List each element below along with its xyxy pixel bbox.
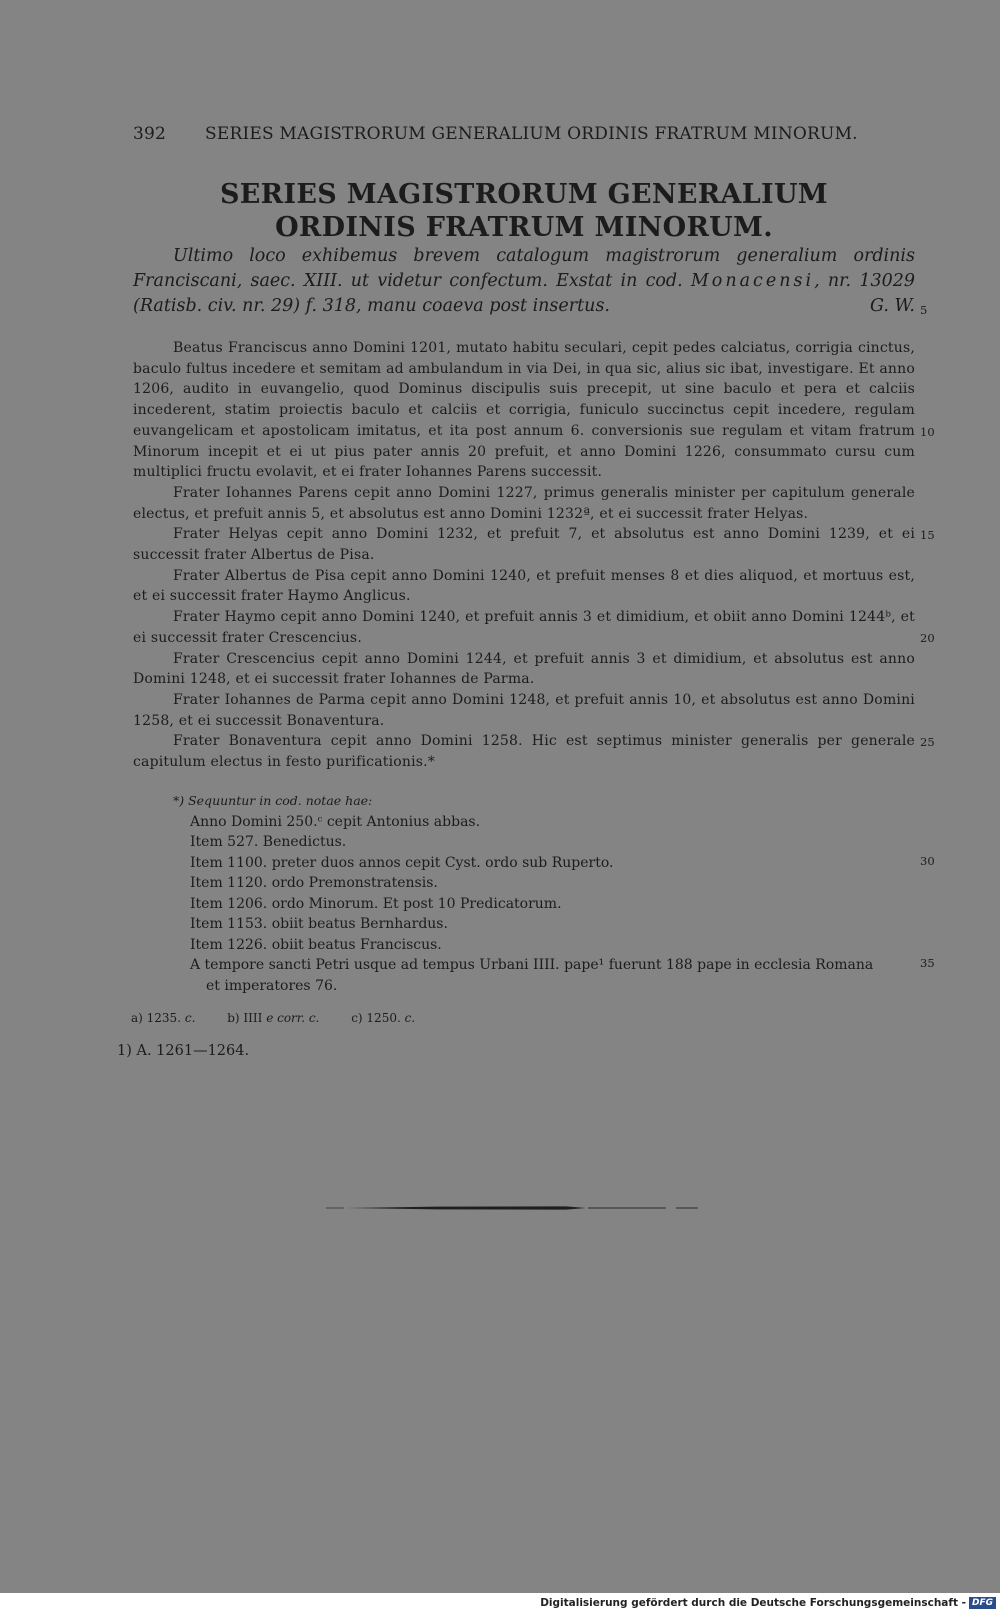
apparatus-c: c) 1250. c.	[351, 1011, 416, 1025]
intro-text-2: , nr. 13029 (Ratisb. civ. nr. 29) f. 318, manu coaeva post insertus.	[133, 271, 915, 316]
note-item: Item 527. Benedictus.	[190, 834, 347, 850]
body-paragraph: Frater Helyas cepit anno Domini 1232, et prefuit 7, et absolutus est anno Domini 1239, et ei successit frater Albertus de Pisa.	[133, 526, 915, 564]
note-heading: *) Sequuntur in cod. notae hae:	[173, 793, 373, 808]
note-item: Anno Domini 250.ᶜ cepit Antonius abbas.	[190, 813, 481, 830]
body-paragraph: Frater Crescencius cepit anno Domini 1244, et prefuit annis 3 et dimidium, et absolutus est anno Domini 1248, et ei successit frater Iohannes de Parma.	[133, 650, 915, 688]
closing-rule	[326, 1206, 706, 1210]
line-number: 35	[920, 956, 935, 970]
body-paragraph: Frater Albertus de Pisa cepit anno Domini 1240, et prefuit menses 8 et dies aliquod, et mortuus est, et ei successit frater Haymo Anglicus.	[133, 567, 915, 605]
main-text	[133, 338, 915, 773]
title-line-2: ORDINIS FRATRUM MINORUM.	[275, 212, 773, 243]
note-item: A tempore sancti Petri usque ad tempus Urbani IIII. pape¹ fuerunt 188 pape in ecclesia Romana	[190, 957, 874, 973]
note-item: Item 1153. obiit beatus Bernhardus.	[190, 916, 448, 932]
title-line-1: SERIES MAGISTRORUM GENERALIUM	[220, 179, 828, 210]
body-paragraph: Frater Haymo cepit anno Domini 1240, et prefuit annis 3 et dimidium, et obiit anno Domini 1244ᵇ, et ei successit frater Crescencius.	[133, 609, 915, 646]
dfg-logo-icon: DFG	[969, 1597, 996, 1609]
critical-apparatus	[131, 1011, 631, 1025]
running-head	[133, 124, 868, 144]
editor-signature: G. W.	[870, 296, 915, 316]
asterisk-note	[133, 791, 915, 996]
line-number: 30	[920, 854, 935, 868]
page-number: 392	[133, 124, 167, 144]
body-paragraph: Beatus Franciscus anno Domini 1201, mutato habitu seculari, cepit pedes calciatus, corrigia cinctus, baculo fultus incedere et semitam ad ambulandum in via Dei, in qua sic, alius sic ibat, investigare. Et anno 1206, audito in euvangelio, quod Dominus discipulis suis precepit, ut sine baculo et pera et calciis incederent, statim proiectis baculo et calciis et corrigia, funiculo succinctus cepit incedere, regulam euvangelicam et apostolicam imitatus, et ita post annum 6. conversionis sue regulam et vitam fratrum Minorum incepit et ei ut pius pater annis 20 prefuit, et anno Domini 1226, consummato cursu cum multiplici fructu evolavit, et ei frater Iohannes Parens successit.	[133, 340, 915, 481]
note-item: Item 1206. ordo Minorum. Et post 10 Predicatorum.	[190, 895, 562, 912]
body-paragraph: Frater Iohannes Parens cepit anno Domini 1227, primus generalis minister per capitulum generale electus, et prefuit annis 5, et absolutus est anno Domini 1232ª, et ei successit frater Helyas.	[133, 484, 915, 522]
footnote: 1) A. 1261—1264.	[117, 1043, 250, 1059]
note-item: Item 1226. obiit beatus Franciscus.	[190, 936, 442, 953]
running-head-text: SERIES MAGISTRORUM GENERALIUM ORDINIS FRATRUM MINORUM.	[205, 124, 858, 144]
line-number: 15	[920, 528, 935, 542]
line-number: 25	[920, 735, 935, 749]
body-paragraph: Frater Iohannes de Parma cepit anno Domini 1248, et prefuit annis 10, et absolutus est anno Domini 1258, et ei successit Bonaventura.	[133, 691, 915, 729]
apparatus-a: a) 1235. c.	[131, 1011, 196, 1025]
line-number: 20	[920, 631, 935, 645]
body-paragraph: Frater Bonaventura cepit anno Domini 1258. Hic est septimus minister generalis per generale capitulum electus in festo purificationis.*	[133, 733, 915, 771]
note-item-continuation: et imperatores 76.	[206, 977, 338, 994]
note-item: Item 1100. preter duos annos cepit Cyst. ordo sub Ruperto.	[190, 854, 614, 871]
attribution-text: Digitalisierung gefördert durch die Deutsche Forschungsgemeinschaft -	[540, 1596, 966, 1609]
document-title	[133, 178, 915, 244]
intro-codex-name: Monacensi	[690, 271, 815, 291]
attribution-bar	[0, 1593, 1000, 1612]
note-item: Item 1120. ordo Premonstratensis.	[190, 875, 438, 891]
intro-text-1: Ultimo loco exhibemus brevem catalogum magistrorum generalium ordinis Franciscani, saec. XIII. ut videtur confectum. Exstat in cod.	[133, 246, 915, 291]
intro-paragraph	[133, 244, 915, 319]
line-number: 10	[920, 425, 935, 439]
line-number: 5	[920, 303, 928, 317]
apparatus-b: b) IIII e corr. c.	[227, 1011, 320, 1025]
